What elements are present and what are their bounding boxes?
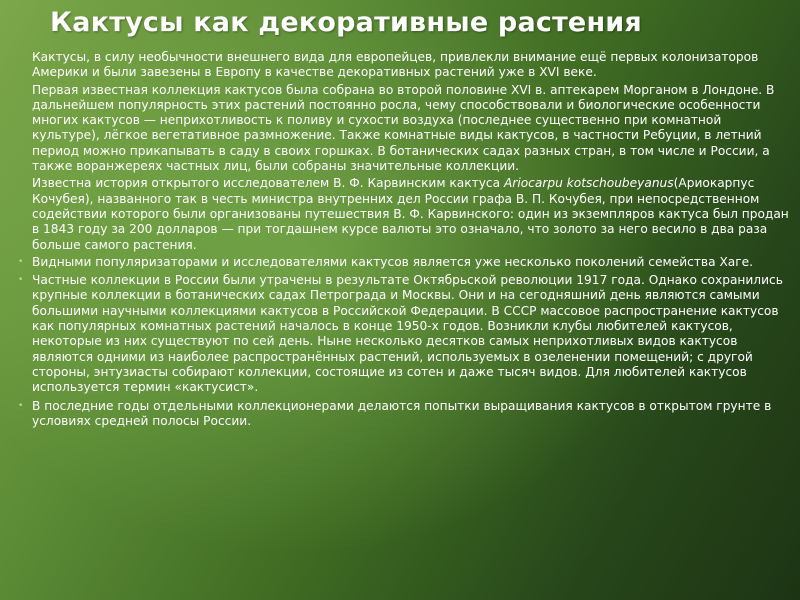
paragraph-text-start: Известна история открытого исследователем В. Ф. Карвинским кактуса bbox=[32, 176, 504, 191]
bullet-marker: • bbox=[18, 256, 24, 267]
paragraph-text: Частные коллекции в России были утрачены в результате Октябрьской революции 1917 года. Однако сохранились крупные коллекции в ботанических садах Петрограда и Москвы. Они и на сегодняшний день являются самыми большими научными коллекциями кактусов в Российской Федерации. В СССР массовое распространение кактусов как популярных комнатных растений началось в конце 1950-х годов. Возникли клубы любителей кактусов, некоторые из них существуют по сей день. Ныне несколько десятков самых неприхотливых видов кактусов являются одними из наиболее распространённых растений, используемых в озеленении помещений; с другой стороны, энтузиасты собирают коллекции, состоящие из сотен и даже тысяч видов. Для любителей кактусов используется термин «кактусист». bbox=[32, 273, 783, 395]
slide-body bbox=[18, 50, 790, 432]
bullet-marker: • bbox=[18, 400, 24, 411]
paragraph-text: Кактусы, в силу необычности внешнего вида для европейцев, привлекли внимание ещё первых колонизаторов Америки и были завезены в Европу в качестве декоративных растений уже в XVI веке. bbox=[32, 50, 759, 80]
paragraph-karvinsky bbox=[18, 176, 790, 252]
paragraph-text: Видными популяризаторами и исследователями кактусов является уже несколько поколений семейства Хаге. bbox=[32, 254, 754, 269]
bullet-item-open-ground bbox=[18, 399, 790, 430]
paragraph-text: В последние годы отдельными коллекционерами делаются попытки выращивания кактусов в открытом грунте в условиях средней полосы России. bbox=[32, 398, 772, 428]
paragraph-text: Первая известная коллекция кактусов была собрана во второй половине XVI в. аптекарем Морганом в Лондоне. В дальнейшем популярность этих растений постоянно росла, чему способствовали и биологические особенности многих кактусов — неприхотливость к поливу и сухости воздуха (последнее существенно при комнатной культуре), лёгкое вегетативное размножение. Также комнатные виды кактусов, в частности Ребуции, в летний период можно прикапывать в саду в своих горшках. В ботанических садах разных стран, в том числе и России, а также воранжереях частных лиц, были собраны значительные коллекции. bbox=[32, 82, 775, 174]
species-name-italic: Ariocarpu kotschoubeyanus bbox=[503, 176, 674, 191]
paragraph-text-end: (Ариокарпус Кочубея), названного так в честь министра внутренних дел России графа В. П. Кочубея, при непосредственном содействии которого были организованы путешествия В. Ф. Карвинского: один из экземпляров кактуса был продан в 1843 году за 200 долларов — при тогдашнем курсе валюты это означало, что золото за него весило в два раза больше самого растения. bbox=[32, 176, 789, 252]
paragraph-first-collection bbox=[18, 83, 790, 175]
slide-title: Кактусы как декоративные растения bbox=[50, 7, 642, 38]
bullet-item-russia-collections bbox=[18, 273, 790, 395]
bullet-marker: • bbox=[18, 275, 24, 286]
bullet-item-hage bbox=[18, 255, 790, 270]
paragraph-intro bbox=[18, 50, 790, 81]
